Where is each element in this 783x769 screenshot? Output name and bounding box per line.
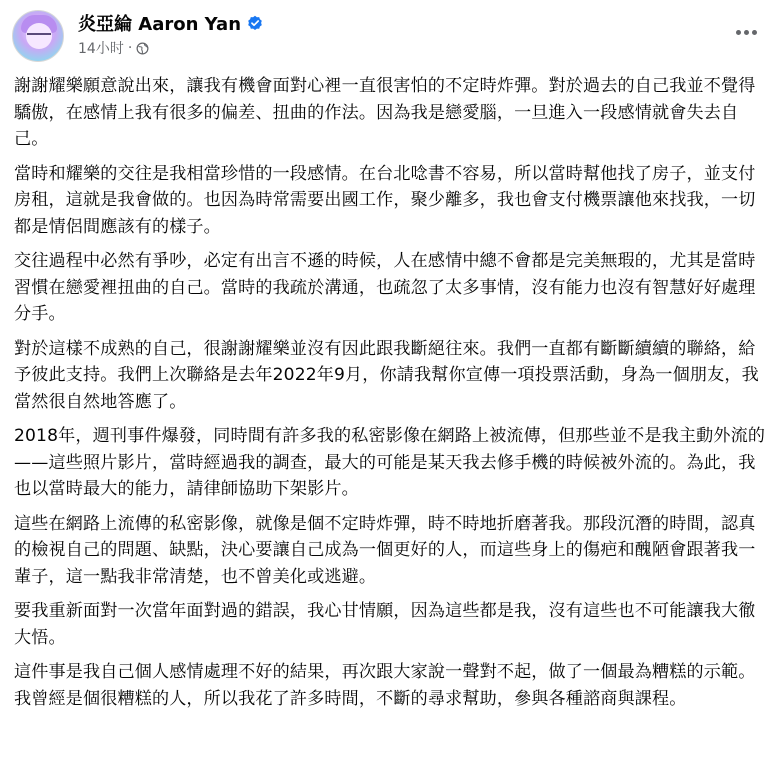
verified-badge-icon (247, 15, 263, 31)
author-name[interactable]: 炎亞綸 Aaron Yan (78, 14, 242, 35)
post-header (0, 0, 783, 70)
more-dot (736, 30, 741, 35)
post-paragraph: 交往過程中必然有爭吵，必定有出言不遜的時候，人在感情中總不會都是完美無瑕的，尤其是當時習慣在戀愛裡扭曲的自己。當時的我疏於溝通，也疏忽了太多事情，沒有能力也沒有智慧好好處理分手。 (14, 251, 756, 324)
more-dot (744, 30, 749, 35)
meta-separator: · (127, 40, 133, 56)
post-body (14, 73, 770, 720)
post-paragraph: 2018年，週刊事件爆發，同時間有許多我的私密影像在網路上被流傳，但那些並不是我主動外流的——這些照片影片，當時經過我的調查，最大的可能是某天我去修手機的時候被外流的。為此，我也以當時最大的能力，請律師協助下架影片。 (14, 426, 766, 499)
post-meta (78, 38, 149, 58)
avatar[interactable] (12, 10, 64, 62)
more-dot (752, 30, 757, 35)
post-paragraph: 這些在網路上流傳的私密影像，就像是個不定時炸彈，時不時地折磨著我。那段沉潛的時間，認真的檢視自己的問題、缺點，決心要讓自己成為一個更好的人，而這些身上的傷疤和醜陋會跟著我一輩子，這一點我非常清楚，也不曾美化或逃避。 (14, 513, 756, 587)
post-paragraph: 當時和耀樂的交往是我相當珍惜的一段感情。在台北唸書不容易，所以當時幫他找了房子，並支付房租，這就是我會做的。也因為時常需要出國工作，聚少離多，我也會支付機票讓他來找我，一切都是情侶間應該有的樣子。 (14, 163, 756, 237)
post-paragraph: 這件事是我自己個人感情處理不好的結果，再次跟大家說一聲對不起，做了一個最為糟糕的示範。我曾經是個很糟糕的人，所以我花了許多時間，不斷的尋求幫助，參與各種諮商與課程。 (14, 662, 756, 709)
globe-icon[interactable] (136, 42, 149, 55)
avatar-glasses (27, 33, 51, 41)
more-options-icon[interactable] (731, 22, 761, 42)
post-paragraph: 謝謝耀樂願意說出來，讓我有機會面對心裡一直很害怕的不定時炸彈。對於過去的自己我並不覺得驕傲，在感情上我有很多的偏差、扭曲的作法。因為我是戀愛腦，一旦進入一段感情就會失去自己。 (14, 76, 756, 149)
post-paragraph: 對於這樣不成熟的自己，很謝謝耀樂並沒有因此跟我斷絕往來。我們一直都有斷斷續續的聯絡，給予彼此支持。我們上次聯絡是去年2022年9月，你請我幫你宣傳一項投票活動，身為一個朋友，我當然很自然地答應了。 (14, 338, 759, 412)
post-timestamp[interactable]: 14小时 (78, 41, 124, 57)
post-paragraph: 要我重新面對一次當年面對過的錯誤，我心甘情願，因為這些都是我，沒有這些也不可能讓我大徹大悟。 (14, 601, 756, 648)
author-row (78, 10, 263, 36)
